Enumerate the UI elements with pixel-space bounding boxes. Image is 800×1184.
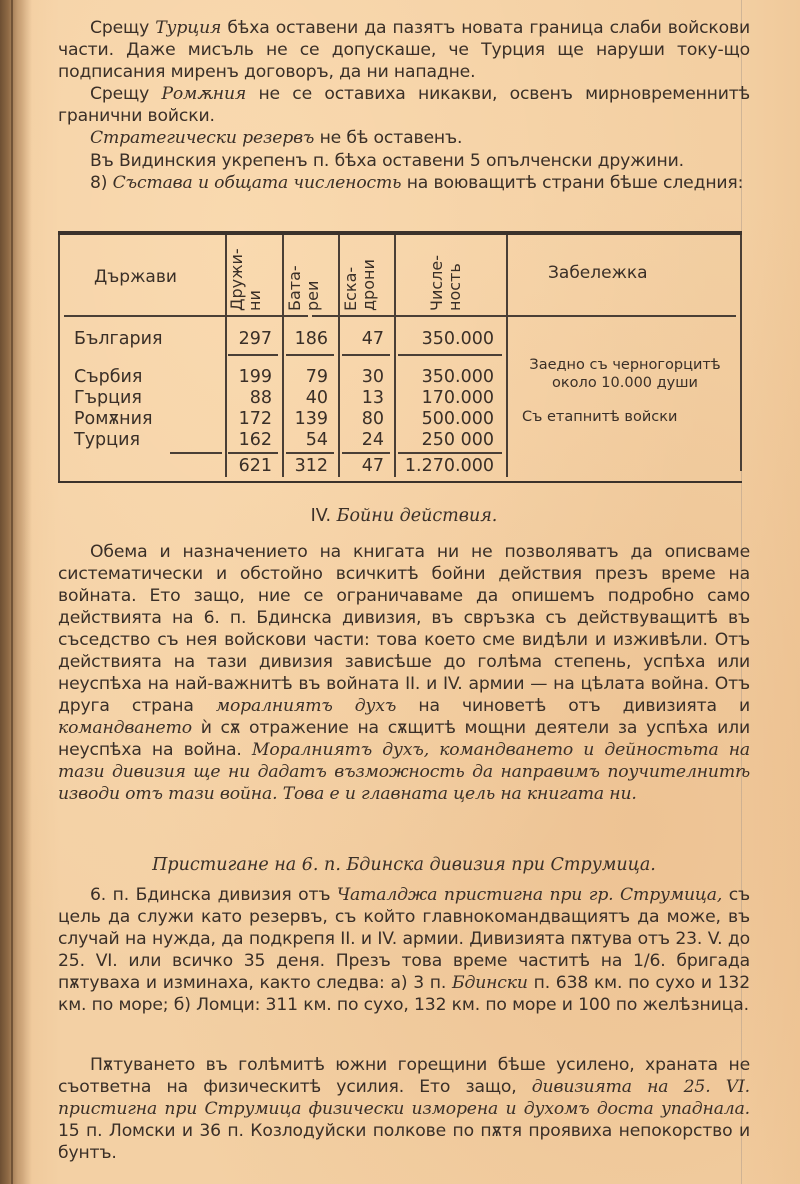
total-druzhini: 621 xyxy=(238,456,272,476)
section-heading-iv xyxy=(58,506,750,526)
text: 6. п. Бдинска дивизия отъ xyxy=(90,885,337,905)
text: на чиноветѣ отъ дивизията и xyxy=(396,696,750,716)
paragraph-vidin: Въ Видинския укрепенъ п. бѣха оставени 5 опълченски дружини. xyxy=(90,151,684,171)
header-countries: Държави xyxy=(94,267,177,287)
text: не се оставиха никакви, освенъ мирновременнитѣ гранични войски. xyxy=(58,84,750,126)
text: ѝ сѫ отражение на сѫщитѣ мощни деятели за успѣха или неуспѣха на война. xyxy=(58,718,750,760)
book-binding-shadow xyxy=(0,0,32,1184)
header-line: ни xyxy=(245,290,264,311)
book-binding-edge xyxy=(11,0,13,1184)
table-row-rule xyxy=(228,354,278,356)
table-row-rule xyxy=(286,354,334,356)
emphasis-text: Чаталджа пристигна при гр. Струмица, xyxy=(336,885,723,905)
text: Срещу xyxy=(90,84,162,104)
cell-druzhini: 162 xyxy=(238,430,272,450)
cell-eskadroni: 30 xyxy=(361,367,384,387)
paragraph-journey xyxy=(58,1054,750,1164)
header-line: Еска- xyxy=(341,266,360,311)
text: 15 п. Ломски и 36 п. Козлодуйски полкове по пѫтя проявиха непокорство и бунтъ. xyxy=(58,1121,750,1163)
cell-batarei: 186 xyxy=(294,329,328,349)
cell-druzhini: 88 xyxy=(249,388,272,408)
cell-country: Ромѫния xyxy=(74,409,153,429)
total-chislenost: 1.270.000 xyxy=(404,456,494,476)
cell-eskadroni: 13 xyxy=(361,388,384,408)
cell-druzhini: 172 xyxy=(238,409,272,429)
table-header-rule xyxy=(64,315,308,317)
header-line: ность xyxy=(445,263,464,311)
table-totals-rule xyxy=(286,452,334,454)
header-line: дрони xyxy=(359,259,378,311)
cell-eskadroni: 80 xyxy=(361,409,384,429)
table-column-divider xyxy=(506,235,508,477)
text: не бѣ оставенъ. xyxy=(314,128,463,148)
cell-druzhini: 297 xyxy=(238,329,272,349)
table-column-divider xyxy=(282,235,284,477)
text: на воюващитѣ страни бѣше следния: xyxy=(401,173,744,193)
note-romania: Съ етапнитѣ войски xyxy=(522,409,678,425)
text: съ цель да служи като резервъ, съ който главнокомандващиятъ да може, въ случай на нужда, да подкрепя II. и IV. армии. Дивизията пѫтува отъ 23. V. до 25. VI. или всичко 35 деня. Презъ това време частитѣ на 1/6. бригада пѫтуваха и изминаха, както следва: а) 3 п. xyxy=(58,885,751,993)
header-note: Забележка xyxy=(548,263,648,283)
text: Пѫтуването въ голѣмитѣ южни горещини бѣше усилено, храната не съответна на физическитѣ усилия. Ето защо, xyxy=(58,1055,750,1097)
section-number: IV. xyxy=(310,506,337,526)
section-title: Бойни действия. xyxy=(336,506,498,526)
note-line: около 10.000 души xyxy=(552,375,698,391)
emphasis-text: Бдински xyxy=(451,973,528,993)
table-row-rule xyxy=(342,354,390,356)
cell-chislenost: 500.000 xyxy=(421,409,494,429)
text: п. 638 км. по сухо и 132 км. по море; б) Ломци: 311 км. по сухо, 132 км. по море и 100 по желѣзница. xyxy=(58,973,751,1015)
table-totals-rule xyxy=(398,452,502,454)
table-column-divider xyxy=(394,235,396,477)
note-serbia xyxy=(513,356,737,392)
paragraph-forces-intro xyxy=(58,172,750,194)
cell-chislenost: 350.000 xyxy=(421,329,494,349)
header-line: Дружи- xyxy=(227,248,246,311)
emphasis-text: Състава и общата численость xyxy=(112,173,402,193)
table-totals-rule xyxy=(228,452,278,454)
subheading-arrival: Пристигане на 6. п. Бдинска дивизия при Струмица. xyxy=(152,855,656,875)
cell-chislenost: 250 000 xyxy=(421,430,494,450)
emphasis-text: моралниятъ духъ xyxy=(215,696,397,716)
total-eskadroni: 47 xyxy=(361,456,384,476)
table-border-left xyxy=(58,235,60,481)
emphasis-text: дивизията на 25. VI. пристигна при Струмица физически изморена и духомъ доста упаднала. xyxy=(58,1077,750,1119)
cell-eskadroni: 47 xyxy=(361,329,384,349)
table-column-divider xyxy=(338,235,340,477)
table-row-rule xyxy=(398,354,502,356)
emphasis-text: Ромѫния xyxy=(161,84,247,104)
cell-country: България xyxy=(74,329,163,349)
cell-batarei: 79 xyxy=(305,367,328,387)
emphasis-text: Стратегически резервъ xyxy=(90,128,315,148)
table-totals-rule xyxy=(170,452,222,454)
table-totals-rule xyxy=(342,452,390,454)
header-line: Числе- xyxy=(427,254,446,311)
cell-chislenost: 170.000 xyxy=(421,388,494,408)
cell-country: Гърция xyxy=(74,388,142,408)
header-druzhini xyxy=(228,241,264,311)
table-bottom-rule xyxy=(58,481,742,483)
text: 8) xyxy=(90,173,113,193)
text: Срещу xyxy=(90,18,156,38)
text: Обема и назначението на книгата ни не позволяватъ да описваме систематически и обстойно всичкитѣ бойни действия презъ време на войната. Ето защо, ние се ограничаваме да опишемъ подробно само действията на 6. п. Бдинска дивизия, въ свръзка съ действуващитѣ въ съседство съ нея войскови части: това което сме видѣли и изживѣли. Отъ действията на тази дивизия зависѣше до голѣма степень, успѣха или неуспѣха на най-важнитѣ въ войната II. и IV. армии — на цѣлата война. Отъ друга страна xyxy=(58,542,750,716)
cell-batarei: 54 xyxy=(305,430,328,450)
cell-country: Турция xyxy=(74,430,140,450)
emphasis-text: командването xyxy=(58,718,192,738)
cell-chislenost: 350.000 xyxy=(421,367,494,387)
table-border-right xyxy=(740,235,742,471)
text: бѣха оставени да пазятъ новата граница слаби войскови части. Даже мисъль не се допускаше, че Турция ще наруши току-що подписания миренъ договоръ, да ни нападне. xyxy=(58,18,750,82)
header-chislenost xyxy=(428,241,464,311)
header-batarei xyxy=(286,241,322,311)
paragraph-scope xyxy=(58,541,750,805)
paragraph-romania xyxy=(58,83,750,127)
emphasis-text: Моралниятъ духъ, командването и дейностьта на тази дивизия ще ни дадатъ възможность да направимъ поучителнитѣ изводи отъ тази война. Това е и главната цель на книгата ни. xyxy=(58,740,751,804)
paragraph-arrival xyxy=(58,884,750,1016)
paragraph-strategic-reserve xyxy=(58,127,750,149)
table-header-rule xyxy=(312,315,736,317)
paragraph-turkey-border xyxy=(58,17,750,83)
cell-country: Сърбия xyxy=(74,367,143,387)
header-eskadroni xyxy=(342,241,378,311)
header-line: Бата- xyxy=(285,265,304,311)
table-top-rule xyxy=(58,231,742,235)
cell-batarei: 139 xyxy=(294,409,328,429)
forces-table xyxy=(58,231,742,483)
note-line: Заедно съ черногорцитѣ xyxy=(529,357,721,373)
emphasis-text: Турция xyxy=(155,18,222,38)
cell-eskadroni: 24 xyxy=(361,430,384,450)
total-batarei: 312 xyxy=(294,456,328,476)
header-line: реи xyxy=(303,280,322,311)
cell-batarei: 40 xyxy=(305,388,328,408)
cell-druzhini: 199 xyxy=(238,367,272,387)
